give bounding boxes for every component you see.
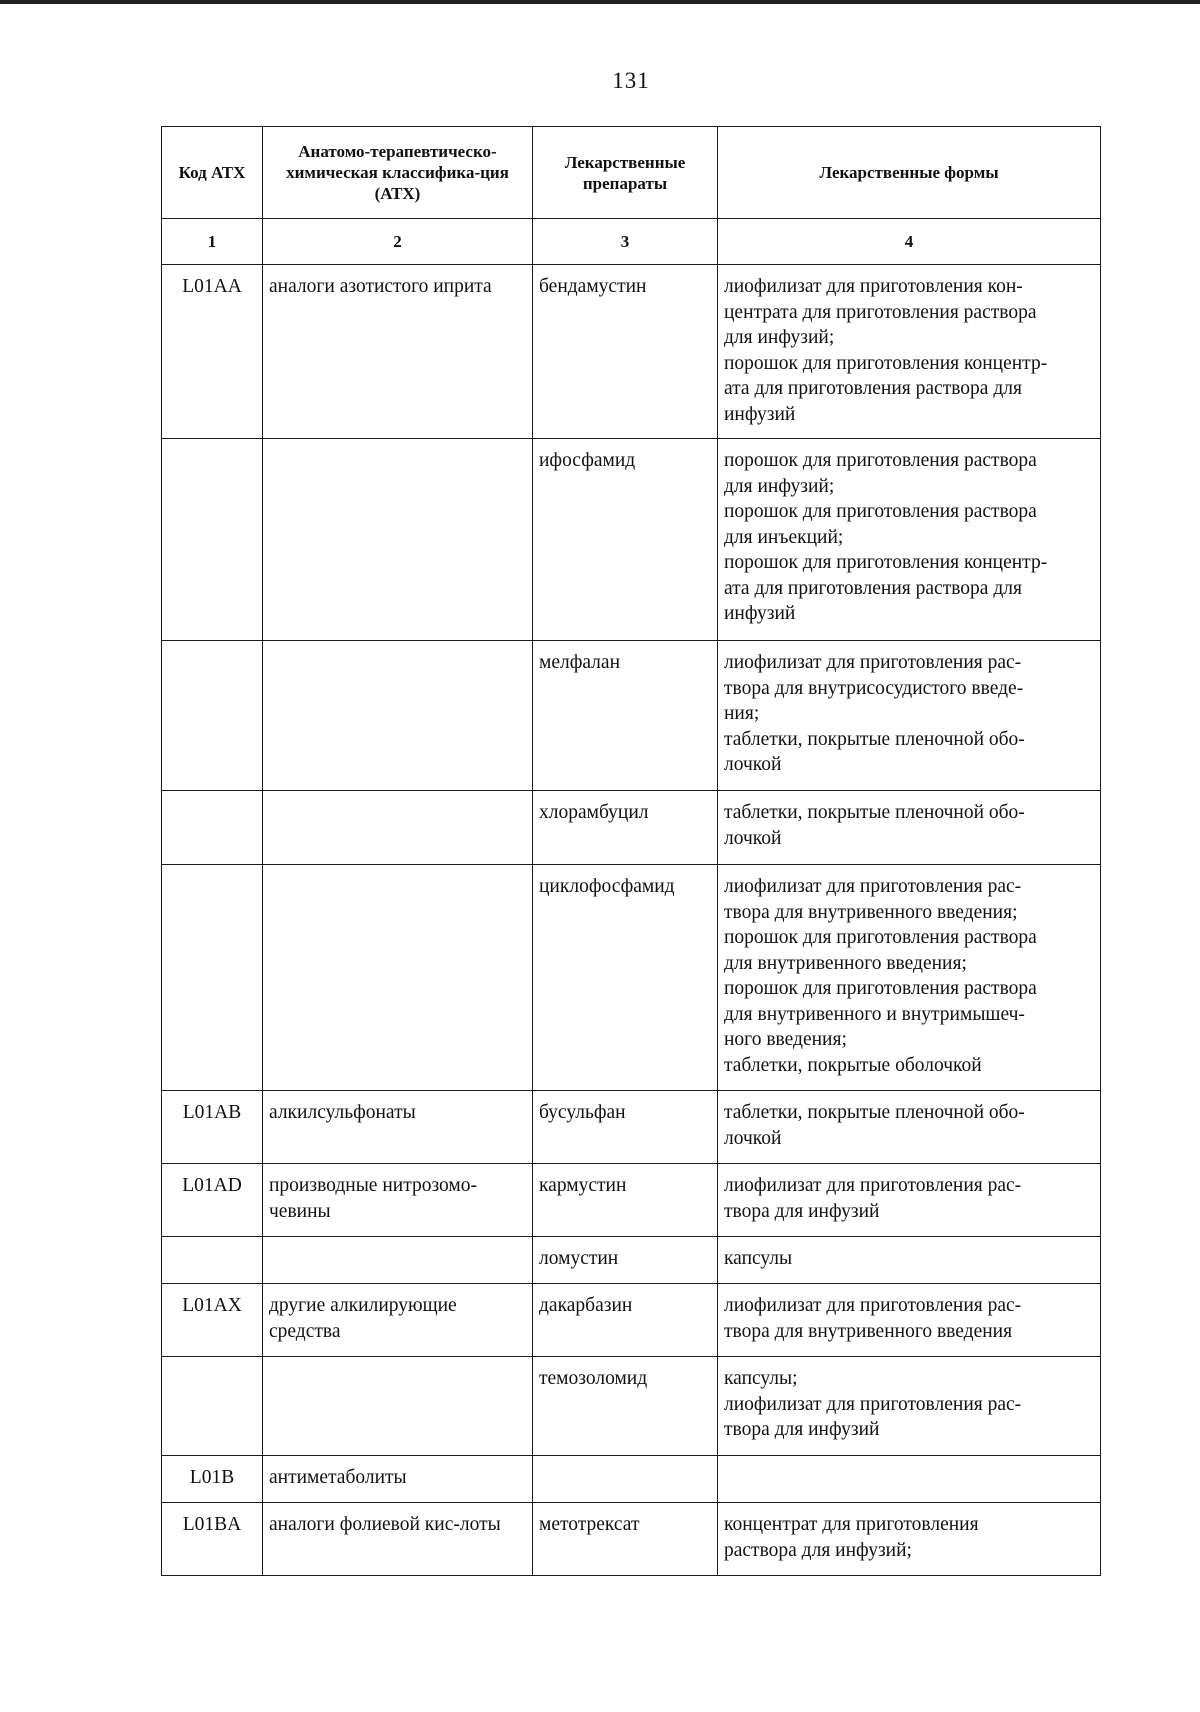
dosage-form-line: лиофилизат для приготовления рас- <box>724 652 1022 673</box>
atc-code-cell: L01BA <box>162 1503 263 1576</box>
dosage-form-line: порошок для приготовления концентр- <box>724 552 1048 573</box>
classification-cell <box>263 791 533 865</box>
dosage-forms-cell <box>718 1456 1101 1503</box>
drug-name-cell: хлорамбуцил <box>533 791 718 865</box>
dosage-form-line: для инъекций; <box>724 526 844 548</box>
classification-cell: алкилсульфонаты <box>263 1091 533 1164</box>
dosage-form-line: лиофилизат для приготовления рас- <box>724 1175 1022 1196</box>
scan-top-border <box>0 0 1200 4</box>
dosage-form-line: твора для инфузий <box>724 1419 880 1440</box>
atc-code-cell: L01AA <box>162 265 263 439</box>
dosage-form-line: раствора для инфузий; <box>724 1539 912 1561</box>
dosage-form-line: инфузий <box>724 603 796 624</box>
column-number: 2 <box>263 219 533 265</box>
dosage-form-line: лиофилизат для приготовления кон- <box>724 276 1023 297</box>
dosage-forms-cell <box>718 865 1101 1091</box>
table-row <box>162 1164 1101 1237</box>
atc-code-cell: L01AD <box>162 1164 263 1237</box>
dosage-form-line: капсулы; <box>724 1368 798 1389</box>
drug-name-cell: мелфалан <box>533 641 718 791</box>
dosage-forms-cell <box>718 1357 1101 1456</box>
dosage-form-line: таблетки, покрытые пленочной обо- <box>724 802 1025 823</box>
dosage-form-line: твора для внутривенного введения; <box>724 901 1018 923</box>
dosage-form-line: порошок для приготовления раствора <box>724 501 1037 522</box>
drug-name-cell: ломустин <box>533 1237 718 1284</box>
atc-code-cell <box>162 641 263 791</box>
drug-name-cell: дакарбазин <box>533 1284 718 1357</box>
dosage-forms-cell <box>718 1284 1101 1357</box>
classification-cell <box>263 641 533 791</box>
dosage-form-line: лиофилизат для приготовления рас- <box>724 876 1022 897</box>
dosage-form-line: ата для приготовления раствора для <box>724 378 1022 399</box>
atc-code-cell <box>162 1357 263 1456</box>
table-row <box>162 791 1101 865</box>
drug-name-cell: циклофосфамид <box>533 865 718 1091</box>
column-number: 4 <box>718 219 1101 265</box>
table-row <box>162 1091 1101 1164</box>
atc-code-cell: L01AB <box>162 1091 263 1164</box>
atc-code-cell <box>162 1237 263 1284</box>
atc-code-cell: L01AX <box>162 1284 263 1357</box>
table-row <box>162 641 1101 791</box>
classification-cell <box>263 865 533 1091</box>
drug-name-cell: метотрексат <box>533 1503 718 1576</box>
dosage-form-line: ата для приготовления раствора для <box>724 577 1022 599</box>
column-number: 3 <box>533 219 718 265</box>
dosage-forms-cell <box>718 1091 1101 1164</box>
dosage-form-line: лочкой <box>724 1127 782 1149</box>
dosage-form-line: ного введения; <box>724 1029 847 1050</box>
drug-name-cell: кармустин <box>533 1164 718 1237</box>
dosage-forms-cell <box>718 1237 1101 1284</box>
dosage-form-line: для внутривенного введения; <box>724 952 967 974</box>
drug-name-cell: бусульфан <box>533 1091 718 1164</box>
drug-name-cell: ифосфамид <box>533 439 718 641</box>
dosage-form-line: лиофилизат для приготовления рас- <box>724 1393 1022 1415</box>
table-row <box>162 1456 1101 1503</box>
dosage-form-line: твора для инфузий <box>724 1200 880 1222</box>
atc-drug-table <box>161 126 1101 1576</box>
table-row <box>162 1503 1101 1576</box>
dosage-form-line: таблетки, покрытые пленочной обо- <box>724 1102 1025 1123</box>
table-row <box>162 439 1101 641</box>
dosage-form-line: инфузий <box>724 403 796 425</box>
classification-cell: аналоги фолиевой кис-лоты <box>263 1503 533 1576</box>
header-classification: Анатомо-терапевтическо-химическая классифика-ция (АТХ) <box>263 127 533 219</box>
dosage-forms-cell <box>718 439 1101 641</box>
classification-cell <box>263 439 533 641</box>
dosage-forms-cell <box>718 1164 1101 1237</box>
dosage-form-line: для инфузий; <box>724 327 835 348</box>
classification-cell: антиметаболиты <box>263 1456 533 1503</box>
table-body <box>162 265 1101 1576</box>
drug-name-cell: бендамустин <box>533 265 718 439</box>
header-drugs: Лекарственные препараты <box>533 127 718 219</box>
dosage-form-line: твора для внутривенного введения <box>724 1320 1013 1342</box>
dosage-form-line: лиофилизат для приготовления рас- <box>724 1295 1022 1316</box>
dosage-form-line: ния; <box>724 703 760 724</box>
dosage-form-line: таблетки, покрытые оболочкой <box>724 1054 982 1076</box>
table-row <box>162 1237 1101 1284</box>
table-row <box>162 1357 1101 1456</box>
header-dosage-forms: Лекарственные формы <box>718 127 1101 219</box>
atc-code-cell <box>162 791 263 865</box>
classification-cell <box>263 1357 533 1456</box>
dosage-forms-cell <box>718 641 1101 791</box>
atc-code-cell <box>162 439 263 641</box>
drug-name-cell <box>533 1456 718 1503</box>
column-number: 1 <box>162 219 263 265</box>
column-number-row <box>162 219 1101 265</box>
classification-cell <box>263 1237 533 1284</box>
dosage-form-line: для инфузий; <box>724 475 835 497</box>
dosage-forms-cell <box>718 265 1101 439</box>
dosage-form-line: центрата для приготовления раствора <box>724 301 1037 323</box>
dosage-form-line: капсулы <box>724 1248 793 1269</box>
classification-cell: другие алкилирующие средства <box>263 1284 533 1357</box>
table-row <box>162 265 1101 439</box>
atc-code-cell: L01B <box>162 1456 263 1503</box>
drug-name-cell: темозоломид <box>533 1357 718 1456</box>
header-atc-code: Код АТХ <box>162 127 263 219</box>
page-number: 131 <box>612 68 650 93</box>
dosage-form-line: порошок для приготовления раствора <box>724 978 1037 999</box>
table-row <box>162 865 1101 1091</box>
dosage-forms-cell <box>718 1503 1101 1576</box>
dosage-form-line: порошок для приготовления раствора <box>724 927 1037 948</box>
classification-cell: производные нитрозомо-чевины <box>263 1164 533 1237</box>
classification-cell: аналоги азотистого иприта <box>263 265 533 439</box>
dosage-form-line: лочкой <box>724 827 782 849</box>
dosage-form-line: лочкой <box>724 754 782 775</box>
table-header-row <box>162 127 1101 219</box>
table-row <box>162 1284 1101 1357</box>
dosage-form-line: таблетки, покрытые пленочной обо- <box>724 728 1025 750</box>
dosage-forms-cell <box>718 791 1101 865</box>
atc-code-cell <box>162 865 263 1091</box>
dosage-form-line: твора для внутрисосудистого введе- <box>724 677 1024 699</box>
dosage-form-line: концентрат для приготовления <box>724 1514 979 1535</box>
dosage-form-line: порошок для приготовления раствора <box>724 450 1037 471</box>
dosage-form-line: порошок для приготовления концентр- <box>724 352 1048 374</box>
dosage-form-line: для внутривенного и внутримышеч- <box>724 1003 1025 1025</box>
